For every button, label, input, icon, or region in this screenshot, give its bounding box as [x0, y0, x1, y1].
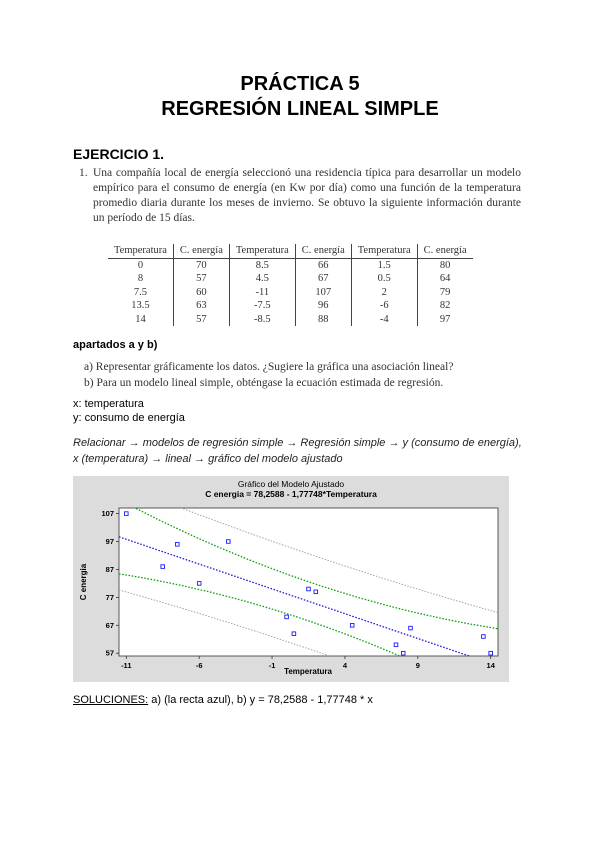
- table-cell: 79: [417, 286, 472, 299]
- table-cell: 67: [295, 272, 351, 285]
- x-axis-label: Temperatura: [284, 667, 332, 676]
- table-header: C. energía: [173, 244, 229, 259]
- exercise-heading: EJERCICIO 1.: [73, 146, 165, 162]
- table-cell: -4: [351, 313, 417, 326]
- table-cell: -8.5: [229, 313, 295, 326]
- x-tick-label: -1: [268, 661, 276, 670]
- table-cell: 0.5: [351, 272, 417, 285]
- table-row: [108, 299, 473, 312]
- problem-statement: [79, 166, 521, 226]
- table-cell: 80: [417, 259, 472, 273]
- y-axis-label: C energia: [79, 563, 88, 601]
- page-title-line-2: REGRESIÓN LINEAL SIMPLE: [161, 98, 439, 120]
- table-row: [108, 286, 473, 299]
- solutions-label: SOLUCIONES:: [73, 694, 149, 706]
- y-tick-label: 67: [105, 620, 114, 630]
- x-tick-label: -11: [121, 661, 132, 670]
- x-variable-note: x: temperatura: [73, 398, 144, 410]
- question-b: b) Para un modelo lineal simple, obténgase la ecuación estimada de regresión.: [84, 377, 444, 389]
- table-cell: 2: [351, 286, 417, 299]
- table-cell: 14: [135, 313, 146, 325]
- x-tick-label: 4: [342, 661, 348, 670]
- table-cell: 8.5: [229, 259, 295, 273]
- table-cell: 70: [173, 259, 229, 273]
- table-cell: -11: [229, 286, 295, 299]
- table-cell: 88: [295, 313, 351, 326]
- table-cell: 82: [417, 299, 472, 312]
- table-cell: 13.5: [131, 300, 150, 312]
- table-header: Temperatura: [351, 244, 417, 259]
- table-cell: 66: [295, 259, 351, 273]
- table-cell: -6: [351, 299, 417, 312]
- x-tick-label: 9: [415, 661, 420, 670]
- table-cell: 57: [173, 272, 229, 285]
- chart-subtitle: C energia = 78,2588 - 1,77748*Temperatura: [205, 489, 377, 499]
- page-title-line-1: PRÁCTICA 5: [240, 73, 360, 95]
- y-tick-label: 97: [105, 537, 114, 547]
- table-row: [108, 259, 473, 273]
- menu-path-line-1: Relacionar → modelos de regresión simple → Regresión simple → y (consumo de energía),: [73, 437, 522, 449]
- y-tick-label: 107: [101, 509, 114, 519]
- y-variable-note: y: consumo de energía: [73, 412, 185, 424]
- table-header: Temperatura: [108, 244, 173, 259]
- table-cell: 1.5: [351, 259, 417, 273]
- table-cell: 60: [173, 286, 229, 299]
- question-a: a) Representar gráficamente los datos. ¿Sugiere la gráfica una asociación lineal?: [84, 361, 454, 373]
- y-tick-label: 87: [105, 564, 114, 574]
- x-tick-label: -6: [195, 661, 203, 670]
- y-axis-ticks: [101, 509, 119, 658]
- table-cell: 64: [417, 272, 472, 285]
- table-cell: 63: [173, 299, 229, 312]
- menu-path-line-2: x (temperatura) → lineal → gráfico del modelo ajustado: [73, 453, 343, 465]
- data-table: [108, 244, 473, 326]
- table-cell: 107: [295, 286, 351, 299]
- table-cell: 4.5: [229, 272, 295, 285]
- table-cell: 8: [137, 273, 144, 285]
- table-cell: 97: [417, 313, 472, 326]
- table-header: C. energía: [295, 244, 351, 259]
- solutions-text: a) (la recta azul), b) y = 78,2588 - 1,77748 * x: [148, 694, 373, 706]
- y-tick-label: 57: [105, 648, 114, 658]
- solutions-line: [73, 694, 373, 706]
- x-tick-label: 14: [486, 661, 495, 670]
- plot-area: [119, 508, 498, 656]
- table-cell: 96: [295, 299, 351, 312]
- y-tick-label: 77: [105, 592, 114, 602]
- table-cell: 57: [173, 313, 229, 326]
- problem-text: Una compañía local de energía seleccionó una residencia típica para desarrollar un modelo empírico para el consumo de energía (en Kw por día) como una función de la temperatura promedio diaria durante los meses de invierno. Se obtuvo la siguiente información durante un período de 15 días.: [93, 167, 521, 224]
- chart-svg: [73, 476, 509, 682]
- parts-heading: apartados a y b): [73, 339, 158, 351]
- table-row: [108, 313, 473, 326]
- chart-title: Gráfico del Modelo Ajustado: [237, 479, 345, 489]
- table-row: [108, 272, 473, 285]
- problem-number: 1.: [79, 167, 88, 179]
- table-cell: 0: [137, 260, 144, 271]
- table-header: Temperatura: [229, 244, 295, 259]
- fitted-model-chart: [73, 476, 509, 682]
- table-header: C. energía: [417, 244, 472, 259]
- table-header-row: [108, 244, 473, 259]
- table-cell: -7.5: [229, 299, 295, 312]
- table-cell: 7.5: [133, 286, 148, 298]
